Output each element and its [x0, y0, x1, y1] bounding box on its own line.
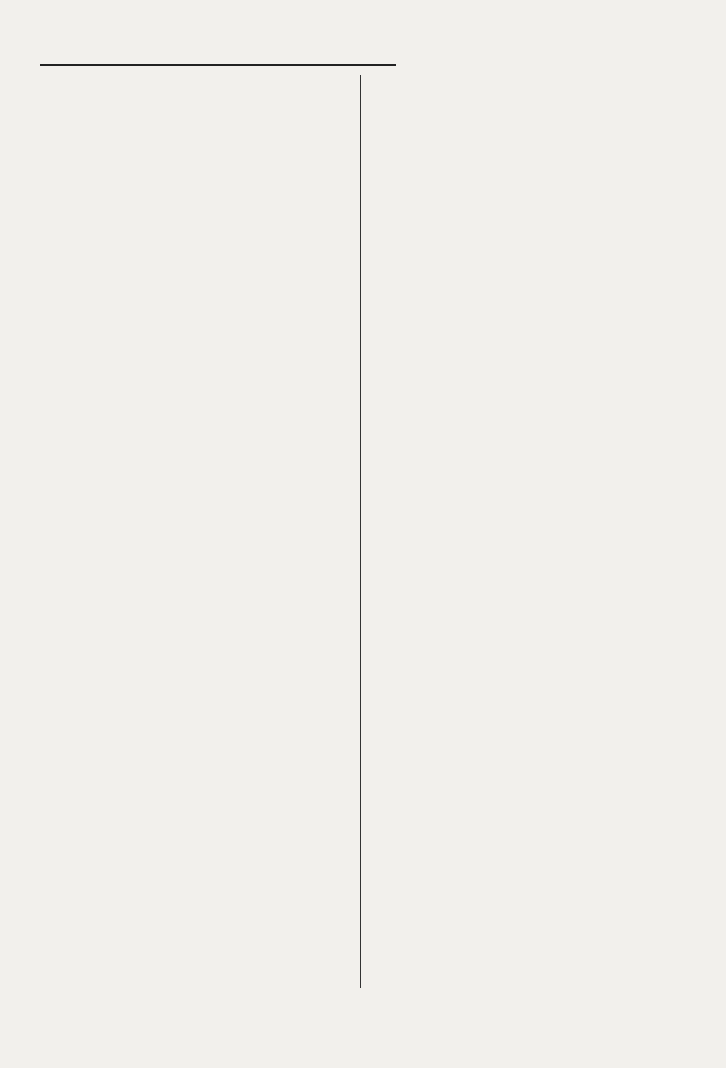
left-column [40, 80, 340, 94]
header-rule [40, 64, 396, 66]
column-divider [360, 75, 361, 988]
